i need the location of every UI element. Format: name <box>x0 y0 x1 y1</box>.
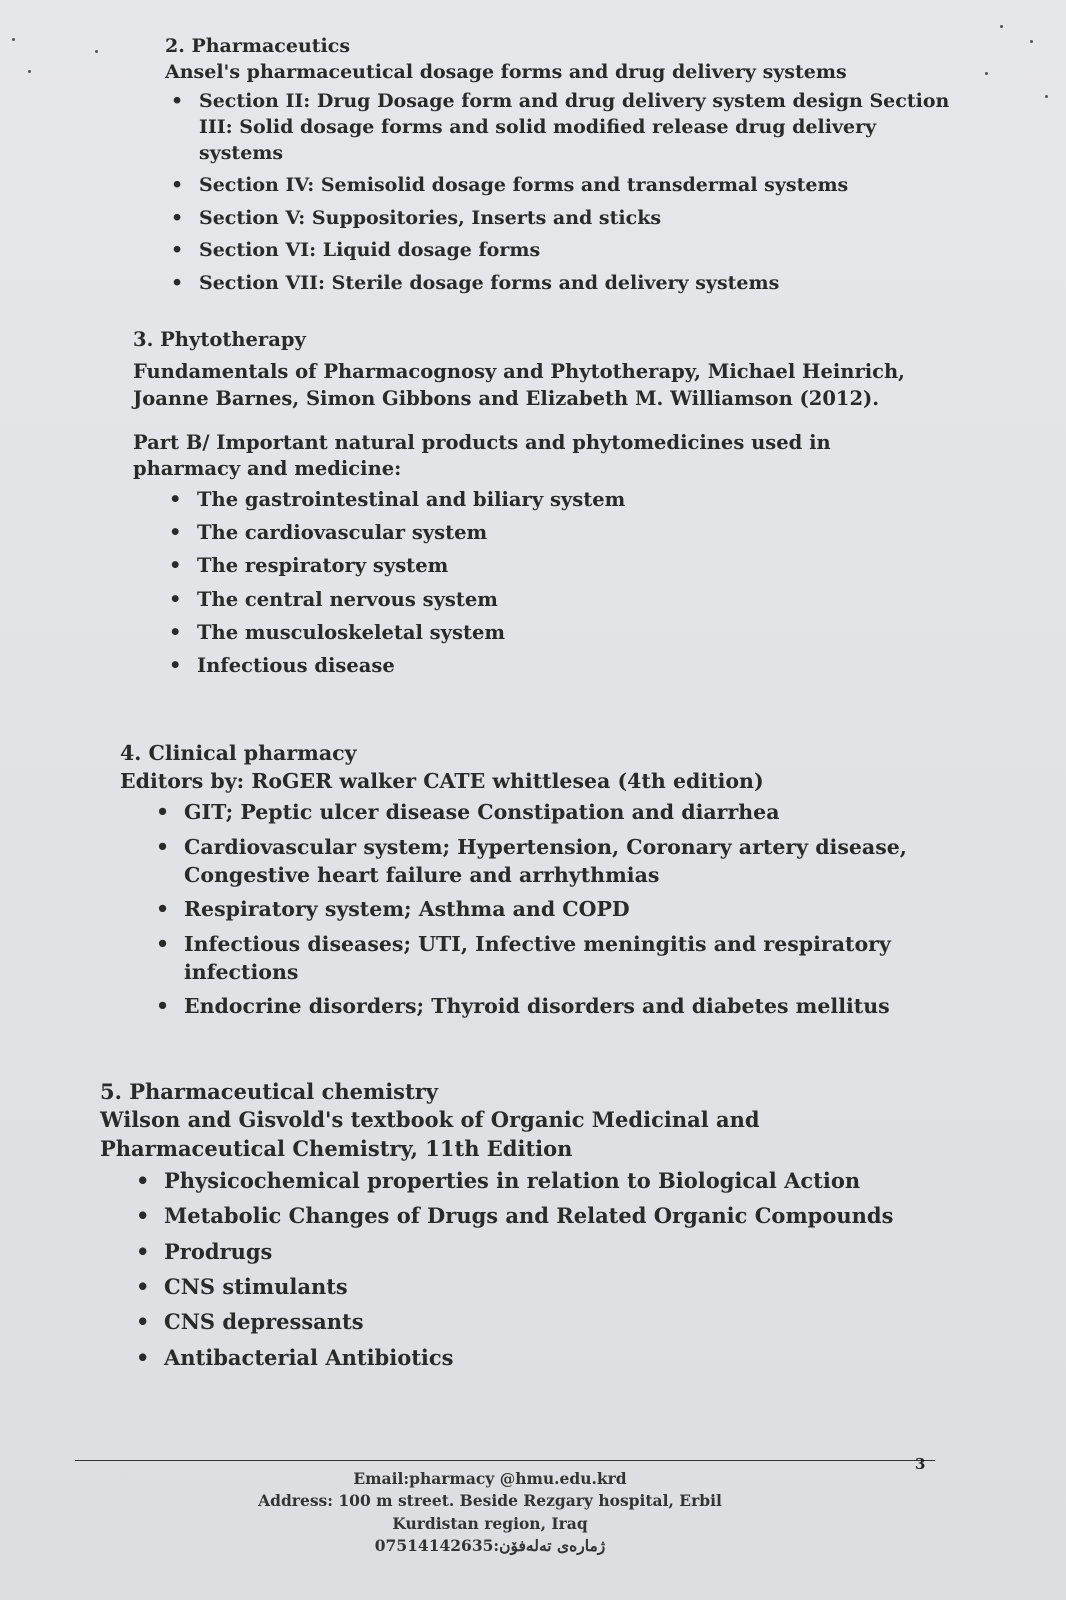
list-item: • CNS depressants <box>130 1308 930 1336</box>
list-item: • Cardiovascular system; Hypertension, Coronary artery disease, Congestive heart failure and arrhythmias <box>150 834 950 889</box>
textbook-title: Wilson and Gisvold's textbook of Organic Medicinal and Pharmaceutical Chemistry, 11th Edition <box>100 1107 760 1161</box>
section-pharmaceutics <box>165 34 955 304</box>
topic-list <box>150 799 950 1021</box>
page-number: 3 <box>915 1455 926 1473</box>
list-item: • GIT; Peptic ulcer disease Constipation and diarrhea <box>150 799 950 827</box>
footer-divider <box>75 1460 935 1461</box>
list-item: • Section IV: Semisolid dosage forms and transdermal systems <box>165 173 955 199</box>
section-pharmaceutical-chemistry <box>100 1078 930 1379</box>
list-item: • Section V: Suppositories, Inserts and sticks <box>165 206 955 232</box>
footer-region: Kurdistan region, Iraq <box>392 1513 588 1533</box>
list-item: • The musculoskeletal system <box>163 620 943 646</box>
list-item: • Antibacterial Antibiotics <box>130 1344 930 1372</box>
section-clinical-pharmacy <box>120 740 950 1028</box>
part-description: Part B/ Important natural products and phytomedicines used in pharmacy and medicine: <box>133 430 831 481</box>
topic-list <box>165 89 955 296</box>
topic-list <box>163 487 943 680</box>
list-item: • The gastrointestinal and biliary system <box>163 487 943 513</box>
footer-email: Email:pharmacy @hmu.edu.krd <box>353 1469 627 1488</box>
section-heading: 3. Phytotherapy <box>133 328 306 351</box>
topic-list <box>130 1167 930 1372</box>
list-item: • Metabolic Changes of Drugs and Related Organic Compounds <box>130 1202 930 1230</box>
list-item: • Infectious diseases; UTI, Infective meningitis and respiratory infections <box>150 931 950 986</box>
list-item: • Section VII: Sterile dosage forms and delivery systems <box>165 271 955 297</box>
list-item: • Infectious disease <box>163 653 943 679</box>
page-footer <box>200 1468 780 1558</box>
footer-phone: 07514142635:ژمارەی تەلەفۆن <box>374 1536 606 1556</box>
list-item: • The central nervous system <box>163 587 943 613</box>
footer-address: Address: 100 m street. Beside Rezgary hospital, Erbil <box>258 1491 722 1511</box>
list-item: • Section VI: Liquid dosage forms <box>165 238 955 264</box>
section-phytotherapy <box>133 327 943 686</box>
textbook-title: Ansel's pharmaceutical dosage forms and drug delivery systems <box>165 60 847 83</box>
list-item: • Endocrine disorders; Thyroid disorders and diabetes mellitus <box>150 993 950 1021</box>
list-item: • CNS stimulants <box>130 1273 930 1301</box>
list-item: • Physicochemical properties in relation to Biological Action <box>130 1167 930 1195</box>
list-item: • Respiratory system; Asthma and COPD <box>150 896 950 924</box>
list-item: • Section II: Drug Dosage form and drug delivery system design Section III: Solid dosage forms and solid modified release drug delivery systems <box>165 89 955 166</box>
section-heading: 4. Clinical pharmacy <box>120 741 357 765</box>
textbook-title: Fundamentals of Pharmacognosy and Phytotherapy, Michael Heinrich, Joanne Barnes, Simon Gibbons and Elizabeth M. Williamson (2012). <box>133 360 905 410</box>
editors-line: Editors by: RoGER walker CATE whittlesea (4th edition) <box>120 768 764 793</box>
section-heading: 2. Pharmaceutics <box>165 35 351 57</box>
list-item: • The cardiovascular system <box>163 520 943 546</box>
list-item: • Prodrugs <box>130 1238 930 1266</box>
list-item: • The respiratory system <box>163 553 943 579</box>
section-heading: 5. Pharmaceutical chemistry <box>100 1079 438 1104</box>
